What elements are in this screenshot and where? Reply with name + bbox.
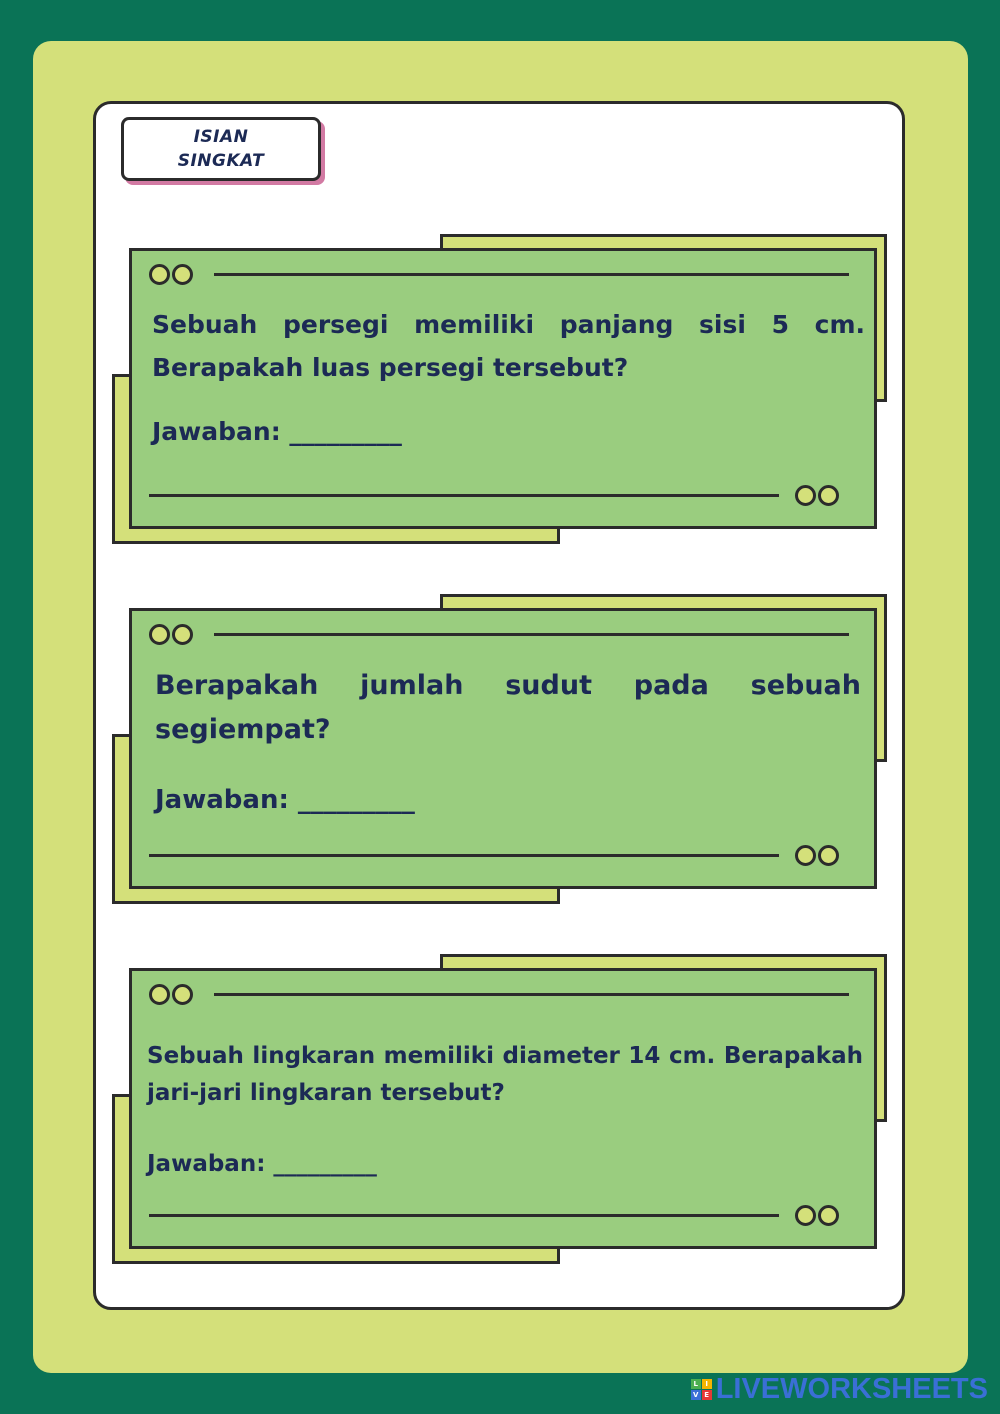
rings-icon: [795, 1205, 839, 1226]
divider-line: [214, 633, 849, 636]
rings-icon: [795, 845, 839, 866]
card-front: [129, 248, 877, 529]
section-tag-line2: SINGKAT: [177, 151, 265, 171]
logo-letter: L: [691, 1379, 701, 1389]
section-tag-line1: ISIAN: [193, 127, 249, 147]
answer-field[interactable]: Jawaban: _________: [147, 1151, 377, 1177]
rings-icon: [149, 264, 193, 285]
section-tag: [121, 117, 321, 181]
answer-field[interactable]: Jawaban: _________: [155, 785, 415, 815]
card-front: [129, 968, 877, 1249]
divider-line: [214, 273, 849, 276]
rings-icon: [149, 984, 193, 1005]
rings-icon: [795, 485, 839, 506]
divider-line: [214, 993, 849, 996]
logo-letter: V: [691, 1390, 701, 1400]
answer-field[interactable]: Jawaban: _________: [152, 417, 402, 446]
liveworksheets-logo[interactable]: [691, 1373, 988, 1406]
logo-letter: E: [702, 1390, 712, 1400]
divider-line: [149, 1214, 779, 1217]
question-text: Sebuah lingkaran memiliki diameter 14 cm. Berapakah jari-jari lingkaran tersebut?: [147, 1043, 863, 1106]
rings-icon: [149, 624, 193, 645]
question-text: Sebuah persegi memiliki panjang sisi 5 cm. Berapakah luas persegi tersebut?: [152, 310, 865, 382]
divider-line: [149, 854, 779, 857]
brand-name: LIVEWORKSHEETS: [715, 1373, 988, 1405]
divider-line: [149, 494, 779, 497]
logo-letter: I: [702, 1379, 712, 1389]
card-front: [129, 608, 877, 889]
liveworksheets-icon: [691, 1379, 712, 1400]
question-text: Berapakah jumlah sudut pada sebuah segiempat?: [155, 670, 861, 745]
